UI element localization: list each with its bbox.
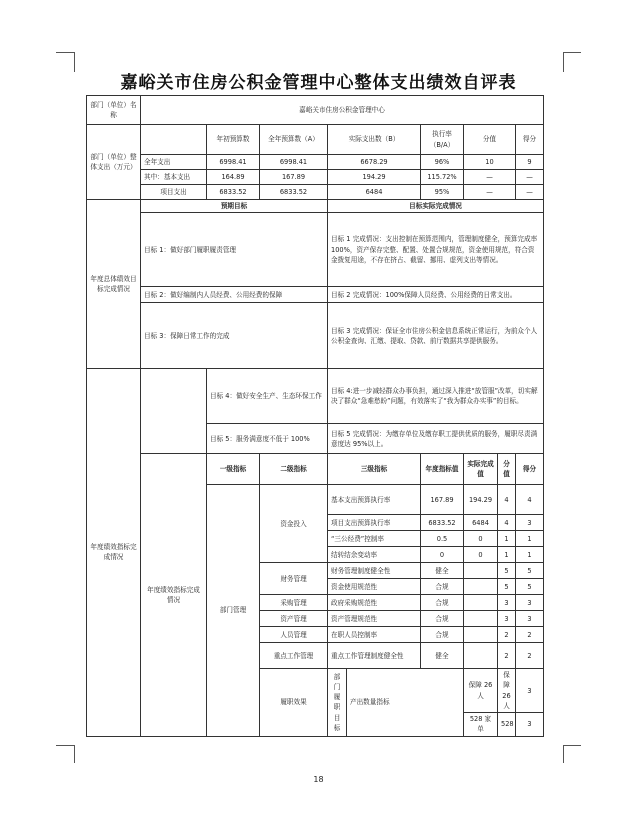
crop-mark xyxy=(74,745,75,763)
ind-level3: 政府采购规范性 xyxy=(328,595,421,611)
col-header-initial: 年初预算数 xyxy=(207,125,260,155)
goals-expected-header: 预期目标 xyxy=(141,200,328,213)
ind-target: 合规 xyxy=(421,611,464,627)
cell-annual: 6833.52 xyxy=(260,185,328,200)
cell-score: — xyxy=(516,185,544,200)
ind-value: 3 xyxy=(498,611,516,627)
ind-score: 1 xyxy=(516,547,544,563)
ind-level2-key-work: 重点工作管理 xyxy=(260,643,328,669)
col-header-score-value: 分值 xyxy=(464,125,516,155)
ind-level2-assets: 资产管理 xyxy=(260,611,328,627)
ind-target: 合规 xyxy=(421,579,464,595)
ind-level2-purchase: 采购管理 xyxy=(260,595,328,611)
ind-value: 1 xyxy=(498,547,516,563)
expenditure-corner xyxy=(141,125,207,155)
ind-level1-mgmt: 部门管理 xyxy=(207,485,260,736)
ind-target: 528 家单 xyxy=(464,713,498,736)
ind-header-target: 年度指标值 xyxy=(421,454,464,485)
table-row xyxy=(87,155,544,170)
ind-header-level2: 二级指标 xyxy=(260,454,328,485)
ind-actual xyxy=(464,563,498,579)
ind-actual xyxy=(464,643,498,669)
cell-actual: 6678.29 xyxy=(328,155,421,170)
ind-actual: 0 xyxy=(464,531,498,547)
ind-level2-finance: 财务管理 xyxy=(260,563,328,595)
col-header-score: 得分 xyxy=(516,125,544,155)
table-row xyxy=(87,369,544,424)
self-evaluation-table xyxy=(86,95,544,737)
ind-level2-duty: 部门履职目标 xyxy=(328,669,347,736)
indicators-sub-label: 年度绩效指标完成情况 xyxy=(141,454,207,736)
goal-expected: 目标 3：保障日常工作的完成 xyxy=(141,303,328,369)
ind-actual xyxy=(464,611,498,627)
ind-actual: 保障 26 人 xyxy=(498,669,516,713)
goal-expected: 目标 4：做好安全生产、生态环保工作 xyxy=(207,369,328,424)
ind-level3: 产出数量指标 xyxy=(347,669,464,736)
ind-target: 167.89 xyxy=(421,485,464,515)
cell-score-value: — xyxy=(464,185,516,200)
table-row xyxy=(87,213,544,287)
dept-label: 部门（单位）名称 xyxy=(87,96,141,125)
ind-score: 5 xyxy=(516,579,544,595)
ind-value: 4 xyxy=(498,485,516,515)
cell-score: — xyxy=(516,170,544,185)
table-row xyxy=(87,185,544,200)
ind-actual xyxy=(464,627,498,643)
ind-header-level1: 一级指标 xyxy=(207,454,260,485)
ind-target: 健全 xyxy=(421,643,464,669)
row-label: 项目支出 xyxy=(141,185,207,200)
ind-header-actual: 实际完成值 xyxy=(464,454,498,485)
ind-actual xyxy=(464,595,498,611)
ind-score: 2 xyxy=(516,627,544,643)
ind-value: 3 xyxy=(498,595,516,611)
cell-rate: 95% xyxy=(421,185,464,200)
table-row xyxy=(87,287,544,303)
ind-score: 3 xyxy=(516,515,544,531)
goal-expected: 目标 1：做好部门履职履责管理 xyxy=(141,213,328,287)
cell-score: 9 xyxy=(516,155,544,170)
ind-score: 2 xyxy=(516,643,544,669)
ind-header-score: 得分 xyxy=(516,454,544,485)
ind-target: 0 xyxy=(421,547,464,563)
col-header-annual: 全年预算数（A） xyxy=(260,125,328,155)
ind-target: 0.5 xyxy=(421,531,464,547)
ind-value: 5 xyxy=(498,579,516,595)
ind-value: 4 xyxy=(498,515,516,531)
ind-target: 6833.52 xyxy=(421,515,464,531)
ind-actual: 194.29 xyxy=(464,485,498,515)
dept-name: 嘉峪关市住房公积金管理中心 xyxy=(141,96,544,125)
ind-level2-funds: 资金投入 xyxy=(260,485,328,563)
goal-actual: 目标 1 完成情况：支出控制在预算范围内，管理制度健全，预算完成率 100%，资产保存完整、配置、处置合规规范，资金使用规范，符合资金拨复用途，不存在挤占、截留、挪用、虚列支出等情况。 xyxy=(328,213,544,287)
goal-actual: 目标 5 完成情况：为缴存单位及缴存职工提供优质的服务，履职尽责满意度达 95%以上。 xyxy=(328,424,544,454)
ind-level3: 资产管理规范性 xyxy=(328,611,421,627)
row-label: 其中：基本支出 xyxy=(141,170,207,185)
cell-initial: 6998.41 xyxy=(207,155,260,170)
ind-level1-perf: 履职效果 xyxy=(260,669,328,736)
page-number: 18 xyxy=(313,775,324,784)
ind-score: 5 xyxy=(516,563,544,579)
ind-level3: 结转结余变动率 xyxy=(328,547,421,563)
cell-actual: 194.29 xyxy=(328,170,421,185)
cell-score-value: — xyxy=(464,170,516,185)
cell-score-value: 10 xyxy=(464,155,516,170)
ind-level3: 重点工作管理制度健全性 xyxy=(328,643,421,669)
cell-annual: 167.89 xyxy=(260,170,328,185)
ind-level3: 财务管理制度健全性 xyxy=(328,563,421,579)
goal-actual: 目标 4:进一步减轻群众办事负担，通过深入推进“放管服”改革，切实解决了群众“急难愁盼”问题，有效落实了“我为群众办实事”的目标。 xyxy=(328,369,544,424)
table-row xyxy=(87,170,544,185)
ind-header-value: 分值 xyxy=(498,454,516,485)
ind-score: 3 xyxy=(516,595,544,611)
cell-annual: 6998.41 xyxy=(260,155,328,170)
cell-initial: 6833.52 xyxy=(207,185,260,200)
indicators-section-label: 年度绩效指标完成情况 xyxy=(87,369,141,736)
ind-value: 3 xyxy=(516,713,544,736)
ind-score: 3 xyxy=(516,611,544,627)
ind-value: 3 xyxy=(516,669,544,713)
ind-header-level3: 三级指标 xyxy=(328,454,421,485)
ind-level3: 基本支出预算执行率 xyxy=(328,485,421,515)
cell-rate: 115.72% xyxy=(421,170,464,185)
table-row xyxy=(87,303,544,369)
ind-level3: 资金使用规范性 xyxy=(328,579,421,595)
crop-mark xyxy=(563,745,564,763)
ind-actual: 0 xyxy=(464,547,498,563)
ind-level3: “三公经费”控制率 xyxy=(328,531,421,547)
ind-value: 1 xyxy=(498,531,516,547)
cell-rate: 96% xyxy=(421,155,464,170)
ind-value: 2 xyxy=(498,643,516,669)
goal-expected: 目标 5：服务满意度不低于 100% xyxy=(207,424,328,454)
goals-section-label: 年度总体绩效目标完成情况 xyxy=(87,200,141,369)
crop-mark xyxy=(563,52,581,53)
cell-initial: 164.89 xyxy=(207,170,260,185)
ind-actual xyxy=(464,579,498,595)
ind-value: 5 xyxy=(498,563,516,579)
ind-actual: 6484 xyxy=(464,515,498,531)
goal-actual: 目标 3 完成情况：保证全市住房公积金信息系统正常运行，为前众个人公积金查询、汇缴、提取、贷款、前厅数据共享提供服务。 xyxy=(328,303,544,369)
cell-actual: 6484 xyxy=(328,185,421,200)
document-title: 嘉峪关市住房公积金管理中心整体支出绩效自评表 xyxy=(120,73,517,93)
ind-target: 健全 xyxy=(421,563,464,579)
ind-level2-staff: 人员管理 xyxy=(260,627,328,643)
ind-target: 合规 xyxy=(421,627,464,643)
col-header-actual: 实际支出数（B） xyxy=(328,125,421,155)
goal-expected: 目标 2：做好编制内人员经费、公用经费的保障 xyxy=(141,287,328,303)
goals-actual-header: 目标实际完成情况 xyxy=(328,200,544,213)
ind-target: 合规 xyxy=(421,595,464,611)
ind-value: 2 xyxy=(498,627,516,643)
ind-target: 保障 26 人 xyxy=(464,669,498,713)
ind-level3: 项目支出预算执行率 xyxy=(328,515,421,531)
ind-level3: 在职人员控制率 xyxy=(328,627,421,643)
ind-score: 1 xyxy=(516,531,544,547)
goals-blank-cell xyxy=(141,369,207,454)
row-label: 全年支出 xyxy=(141,155,207,170)
crop-mark xyxy=(563,745,581,746)
ind-score: 4 xyxy=(516,485,544,515)
goal-actual: 目标 2 完成情况：100%保障人员经费、公用经费的日常支出。 xyxy=(328,287,544,303)
crop-mark xyxy=(56,745,74,746)
expenditure-section-label: 部门（单位）整体支出（万元） xyxy=(87,125,141,200)
crop-mark xyxy=(56,52,74,53)
ind-actual: 528 xyxy=(498,713,516,736)
col-header-rate: 执行率（B/A） xyxy=(421,125,464,155)
